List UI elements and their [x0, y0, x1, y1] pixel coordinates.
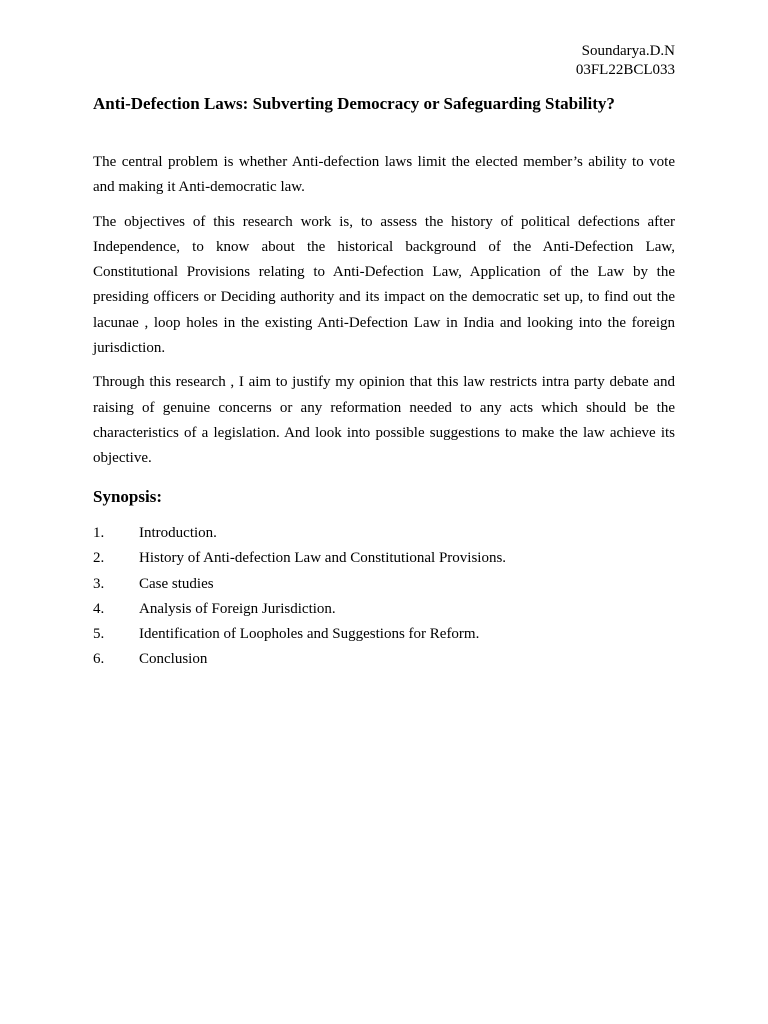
list-item-text: Analysis of Foreign Jurisdiction.: [139, 600, 336, 617]
list-item: [93, 622, 675, 647]
list-item-text: History of Anti-defection Law and Constitutional Provisions.: [139, 550, 507, 567]
list-item-text: Identification of Loopholes and Suggestions for Reform.: [139, 626, 480, 643]
objectives-paragraph: The objectives of this research work is, to assess the history of political defections after Independence, to know about the historical background of the Anti-Defection Law, Constitutional Provisions relating to Anti-Defection Law, Application of the Law by the presiding officers or Deciding authority and its impact on the democratic set up, to find out the lacunae , loop holes in the existing Anti-Defection Law in India and looking into the foreign jurisdiction.: [93, 213, 675, 357]
list-item-number: 6.: [93, 651, 105, 668]
list-item-text: Case studies: [139, 575, 214, 592]
list-item-text: Introduction.: [139, 525, 217, 541]
synopsis-list: [93, 521, 675, 673]
opinion-paragraph: Through this research , I aim to justify my opinion that this law restricts intra party debate and raising of genuine concerns or any reformation needed to any acts which should be the characteristics of a legislation. And look into possible suggestions to make the law achieve its objective.: [93, 374, 675, 467]
list-item-number: 3.: [93, 575, 105, 592]
author-name: Soundarya.D.N: [581, 43, 675, 59]
list-item-number: 5.: [93, 626, 105, 643]
list-item: [93, 647, 675, 672]
list-item: [93, 521, 675, 546]
list-item: [93, 597, 675, 622]
list-item: [93, 546, 675, 571]
synopsis-heading: Synopsis:: [93, 487, 162, 506]
author-block: [576, 42, 675, 80]
list-item-text: Conclusion: [139, 651, 208, 668]
document-title: Anti-Defection Laws: Subverting Democracy or Safeguarding Stability?: [93, 94, 615, 113]
list-item-number: 1.: [93, 525, 105, 541]
problem-paragraph: The central problem is whether Anti-defection laws limit the elected member’s ability to vote and making it Anti-democratic law.: [93, 154, 675, 196]
list-item-number: 2.: [93, 550, 105, 567]
list-item: [93, 572, 675, 597]
list-item-number: 4.: [93, 600, 105, 617]
author-id: 03FL22BCL033: [575, 62, 675, 78]
body-text: [93, 150, 675, 481]
